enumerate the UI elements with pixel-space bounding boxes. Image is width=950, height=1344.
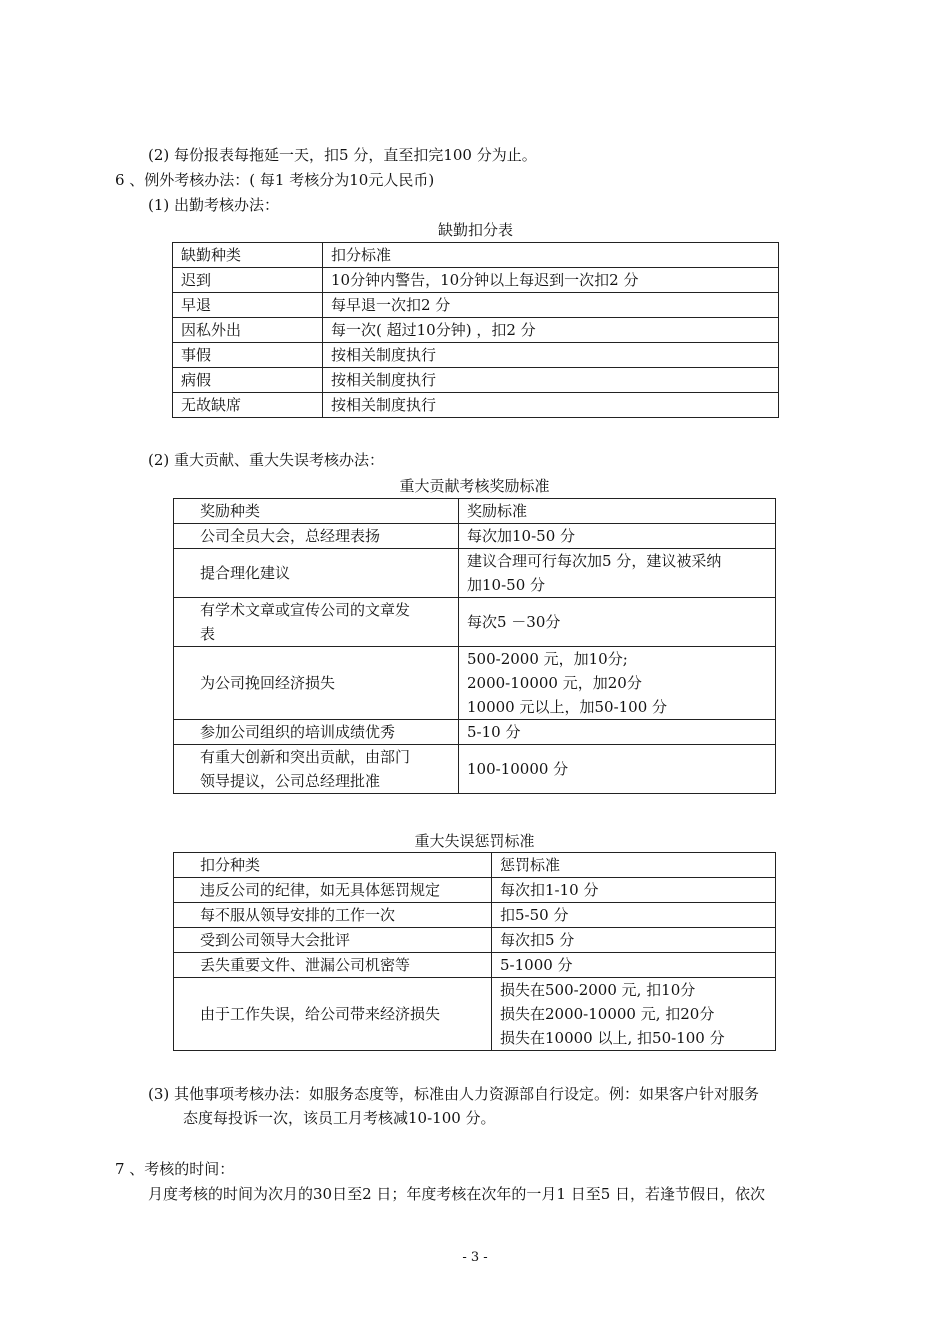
table-cell: 无故缺席 (173, 393, 323, 418)
table-row (174, 598, 776, 647)
cell-line: 加10-50 分 (467, 576, 546, 594)
table-row (174, 720, 776, 745)
table-cell: 5-10 分 (459, 720, 776, 745)
table-row (174, 903, 776, 928)
table3-caption: 重大失误惩罚标准 (414, 832, 535, 850)
section-6-1-title: (1) 出勤考核办法： (148, 196, 280, 214)
table-cell: 每次加10-50 分 (459, 524, 776, 549)
table-cell: 缺勤种类 (173, 243, 323, 268)
table-cell: 参加公司组织的培训成绩优秀 (174, 720, 459, 745)
table-cell: 丢失重要文件、泄漏公司机密等 (174, 953, 492, 978)
table-row (174, 499, 776, 524)
table-row (173, 368, 779, 393)
table-cell: 为公司挽回经济损失 (174, 647, 459, 720)
table-row (173, 243, 779, 268)
table-row (173, 293, 779, 318)
table-cell: 5-1000 分 (492, 953, 776, 978)
cell-line: 建议合理可行每次加5 分，建议被采纳 (467, 552, 722, 570)
section-6-title: 6 、例外考核办法：( 每1 考核分为10元人民币) (115, 171, 435, 189)
cell-line: 2000-10000 元，加20分 (467, 674, 642, 692)
cell-line: 有重大创新和突出贡献，由部门 (200, 748, 411, 766)
table-row (173, 318, 779, 343)
section-7-title: 7 、考核的时间： (115, 1160, 235, 1178)
table-cell (459, 647, 776, 720)
table-cell: 早退 (173, 293, 323, 318)
cell-line: 有学术文章或宣传公司的文章发 (200, 601, 411, 619)
paragraph-report-delay: (2) 每份报表每拖延一天，扣5 分，直至扣完100 分为止。 (148, 146, 537, 164)
cell-line: 领导提议，公司总经理批准 (200, 772, 381, 790)
table-cell (174, 598, 459, 647)
table-cell: 扣5-50 分 (492, 903, 776, 928)
table-cell: 因私外出 (173, 318, 323, 343)
table-cell: 迟到 (173, 268, 323, 293)
table-cell: 按相关制度执行 (323, 393, 779, 418)
table-cell (492, 978, 776, 1051)
table-cell (459, 549, 776, 598)
table-row (174, 524, 776, 549)
table-cell: 按相关制度执行 (323, 343, 779, 368)
table-cell: 扣分标准 (323, 243, 779, 268)
table-cell: 每不服从领导安排的工作一次 (174, 903, 492, 928)
table-cell: 事假 (173, 343, 323, 368)
table1-caption: 缺勤扣分表 (437, 221, 513, 239)
section-6-3-line1: (3) 其他事项考核办法：如服务态度等，标准由人力资源部自行设定。例：如果客户针对服务 (148, 1085, 760, 1103)
contribution-reward-table (173, 498, 776, 794)
table-cell: 扣分种类 (174, 853, 492, 878)
cell-line: 损失在10000 以上, 扣50-100 分 (500, 1029, 725, 1047)
table-row (174, 745, 776, 794)
table-cell: 按相关制度执行 (323, 368, 779, 393)
table-row (174, 878, 776, 903)
table-cell: 由于工作失误，给公司带来经济损失 (174, 978, 492, 1051)
cell-line: 10000 元以上，加50-100 分 (467, 698, 668, 716)
table-cell: 公司全员大会，总经理表扬 (174, 524, 459, 549)
table-row (174, 928, 776, 953)
table-cell: 10分钟内警告，10分钟以上每迟到一次扣2 分 (323, 268, 779, 293)
table-cell: 病假 (173, 368, 323, 393)
table-cell: 提合理化建议 (174, 549, 459, 598)
table-row (173, 268, 779, 293)
table-row (173, 393, 779, 418)
table2-caption: 重大贡献考核奖励标准 (399, 477, 550, 495)
table-row (174, 953, 776, 978)
absence-deduction-table (172, 242, 779, 418)
table-cell: 每次扣1-10 分 (492, 878, 776, 903)
cell-line: 损失在2000-10000 元, 扣20分 (500, 1005, 715, 1023)
table-cell: 违反公司的纪律，如无具体惩罚规定 (174, 878, 492, 903)
cell-line: 损失在500-2000 元, 扣10分 (500, 981, 696, 999)
section-6-3-line2: 态度每投诉一次，该员工月考核减10-100 分。 (183, 1109, 496, 1127)
table-row (174, 549, 776, 598)
table-cell: 奖励标准 (459, 499, 776, 524)
table-cell: 每一次( 超过10分钟) ，扣2 分 (323, 318, 779, 343)
table-row (174, 647, 776, 720)
table-row (174, 853, 776, 878)
mistake-penalty-table (173, 852, 776, 1051)
table-row (173, 343, 779, 368)
table-cell: 惩罚标准 (492, 853, 776, 878)
table-cell: 100-10000 分 (459, 745, 776, 794)
page-number: - 3 - (462, 1250, 488, 1265)
table-cell: 受到公司领导大会批评 (174, 928, 492, 953)
table-cell: 每早退一次扣2 分 (323, 293, 779, 318)
table-cell: 每次5 －30分 (459, 598, 776, 647)
table-row (174, 978, 776, 1051)
table-cell: 每次扣5 分 (492, 928, 776, 953)
section-6-2-title: (2) 重大贡献、重大失误考核办法： (148, 451, 385, 469)
section-7-text: 月度考核的时间为次月的30日至2 日；年度考核在次年的一月1 日至5 日，若逢节假日，依次 (148, 1185, 766, 1203)
table-cell: 奖励种类 (174, 499, 459, 524)
cell-line: 表 (200, 625, 216, 643)
table-cell (174, 745, 459, 794)
cell-line: 500-2000 元，加10分; (467, 650, 628, 668)
